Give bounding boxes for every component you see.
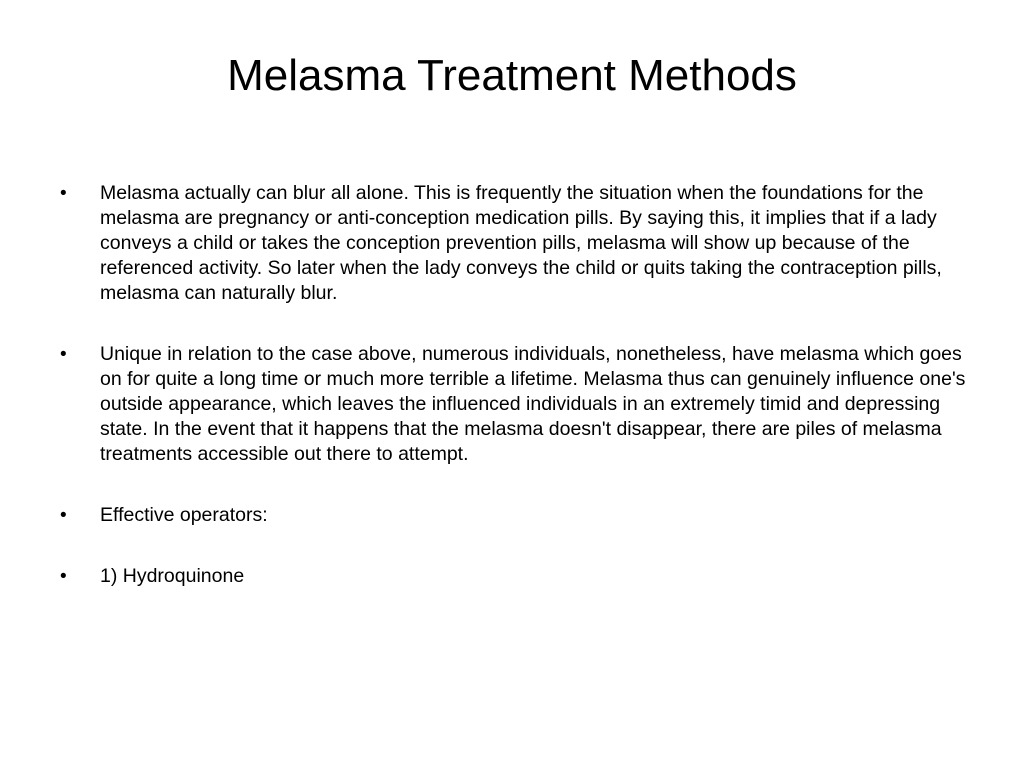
bullet-list [60,181,966,589]
bullet-icon: • [60,505,67,526]
bullet-item-4 [60,564,966,589]
bullet-text: Melasma actually can blur all alone. This is frequently the situation when the foundations for the melasma are pregnancy or anti-conception medication pills. By saying this, it implies that if a lady conveys a child or takes the conception prevention pills, melasma will show up because of the referenced activity. So later when the lady conveys the child or quits taking the contraception pills, melasma can naturally blur. [100,182,942,304]
bullet-icon: • [60,344,67,365]
bullet-item-2 [60,342,966,467]
bullet-text: Unique in relation to the case above, numerous individuals, nonetheless, have melasma which goes on for quite a long time or much more terrible a lifetime. Melasma thus can genuinely influence one's outside appearance, which leaves the influenced individuals in an extremely timid and depressing state. In the event that it happens that the melasma doesn't disappear, there are piles of melasma treatments accessible out there to attempt. [100,343,966,465]
bullet-text: Effective operators: [100,504,268,526]
bullet-icon: • [60,566,67,587]
slide-title: Melasma Treatment Methods [227,51,797,100]
bullet-item-3 [60,503,966,528]
bullet-item-1 [60,181,966,306]
bullet-text: 1) Hydroquinone [100,565,245,587]
bullet-icon: • [60,183,67,204]
